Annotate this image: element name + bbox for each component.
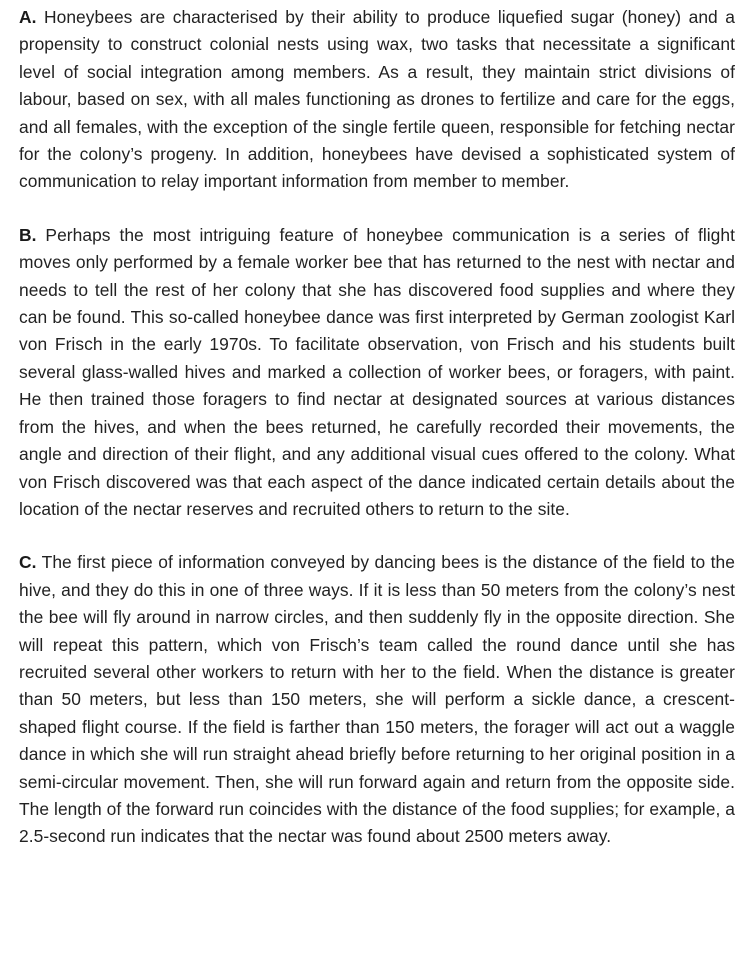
paragraph-c-text: The first piece of information conveyed by dancing bees is the distance of the field to the hive, and they do this in one of three ways. If it is less than 50 meters from the colony’s nest the bee will fly around in narrow circles, and then suddenly fly in the opposite direction. She will repeat this pattern, which von Frisch’s team called the round dance until she has recruited several other workers to return with her to the field. When the distance is greater than 50 meters, but less than 150 meters, she will perform a sickle dance, a crescent-shaped flight course. If the field is farther than 150 meters, the forager will act out a waggle dance in which she will run straight ahead briefly before returning to her original position in a semi-circular movement. Then, she will run forward again and return from the opposite side. The length of the forward run coincides with the distance of the food supplies; for example, a 2.5-second run indicates that the nectar was found about 2500 meters away. — [19, 552, 735, 847]
paragraph-c — [19, 549, 735, 850]
paragraph-b-letter: B. — [19, 224, 37, 245]
paragraph-a-text: Honeybees are characterised by their ability to produce liquefied sugar (honey) and a propensity to construct colonial nests using wax, two tasks that necessitate a significant level of social integration among members. As a result, they maintain strict divisions of labour, based on sex, with all males functioning as drones to fertilize and care for the eggs, and all females, with the exception of the single fertile queen, responsible for fetching nectar for the colony’s progeny. In addition, honeybees have devised a sophisticated system of communication to relay important information from member to member. — [19, 7, 735, 192]
paragraph-a — [19, 4, 735, 196]
paragraph-b-text: Perhaps the most intriguing feature of honeybee communication is a series of flight moves only performed by a female worker bee that has returned to the nest with nectar and needs to tell the rest of her colony that she has discovered food supplies and where they can be found. This so-called honeybee dance was first interpreted by German zoologist Karl von Frisch in the early 1970s. To facilitate observation, von Frisch and his students built several glass-walled hives and marked a collection of worker bees, or foragers, with paint. He then trained those foragers to find nectar at designated sources at various distances from the hives, and when the bees returned, he carefully recorded their movements, the angle and direction of their flight, and any additional visual cues offered to the colony. What von Frisch discovered was that each aspect of the dance indicated certain details about the location of the nectar reserves and recruited others to return to the site. — [19, 224, 735, 519]
paragraph-c-letter: C. — [19, 552, 37, 573]
paragraph-a-letter: A. — [19, 7, 37, 27]
paragraph-b — [19, 222, 735, 523]
